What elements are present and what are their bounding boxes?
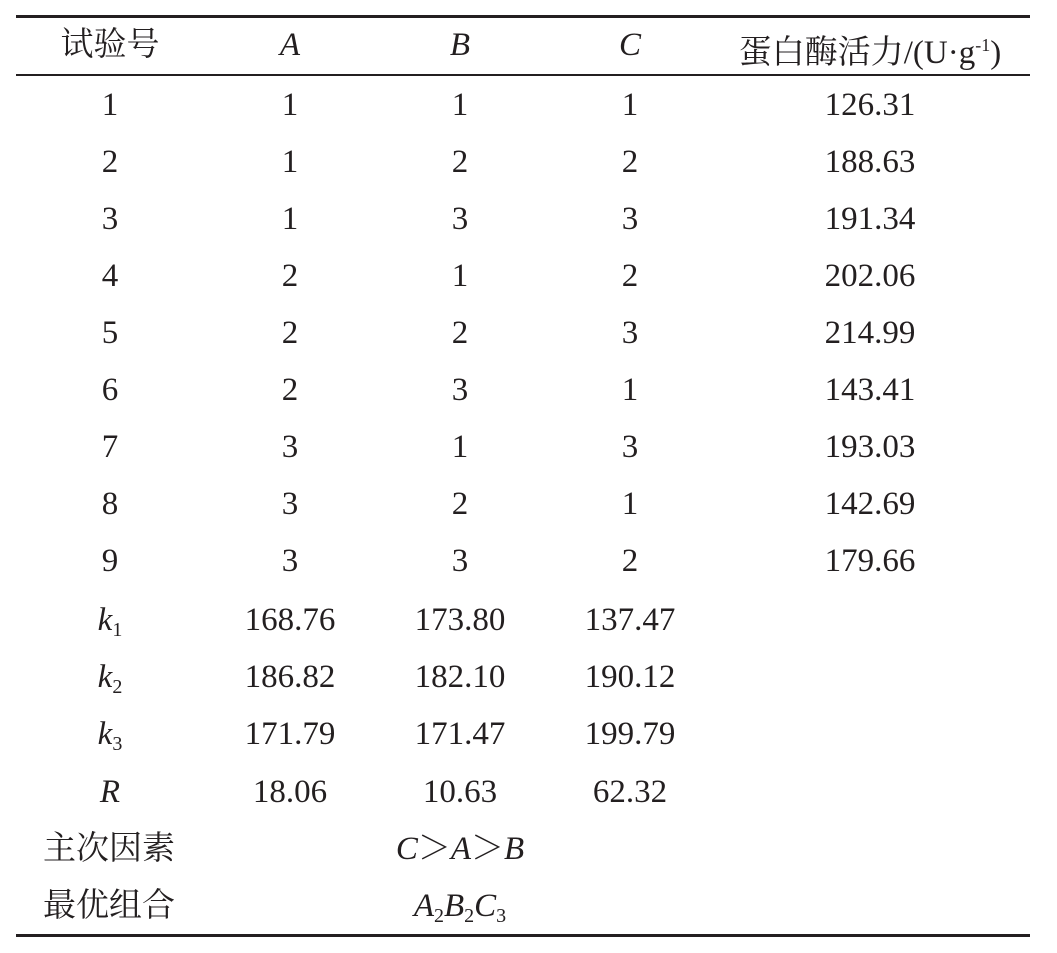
cell-trial-no: 4 bbox=[101, 258, 119, 294]
cell-trial-no: 9 bbox=[101, 543, 119, 579]
cell-activity: 202.06 bbox=[824, 258, 916, 294]
k-subscript: 3 bbox=[112, 733, 123, 755]
cell-activity: 188.63 bbox=[824, 144, 916, 180]
combo-c: C bbox=[474, 888, 497, 924]
k-value-b: 171.47 bbox=[414, 716, 506, 752]
cell-c: 2 bbox=[621, 543, 639, 579]
k-symbol bbox=[20, 592, 200, 649]
greater-than-symbol: ＞ bbox=[417, 831, 451, 867]
cell-b: 3 bbox=[451, 543, 469, 579]
k-value-c: 137.47 bbox=[584, 602, 676, 638]
k-letter: k bbox=[97, 659, 113, 695]
cell-b: 1 bbox=[451, 429, 469, 465]
cell-activity: 142.69 bbox=[824, 486, 916, 522]
optimal-combo-value bbox=[370, 878, 550, 935]
cell-a: 1 bbox=[281, 87, 299, 123]
cell-b: 3 bbox=[451, 201, 469, 237]
combo-c-sub: 3 bbox=[496, 905, 507, 927]
k-symbol bbox=[20, 706, 200, 763]
k-value-b: 182.10 bbox=[414, 659, 506, 695]
k-value-a: 171.79 bbox=[244, 716, 336, 752]
header-trial-no: 试验号 bbox=[60, 27, 160, 63]
cell-a: 3 bbox=[281, 486, 299, 522]
cell-trial-no: 1 bbox=[101, 87, 119, 123]
combo-b-sub: 2 bbox=[464, 905, 475, 927]
header-protease-activity bbox=[730, 17, 1010, 74]
greater-than-symbol: ＞ bbox=[471, 831, 504, 867]
cell-activity: 191.34 bbox=[824, 201, 916, 237]
k-symbol bbox=[20, 649, 200, 706]
header-rule bbox=[16, 74, 1030, 76]
k-value-c: 199.79 bbox=[584, 716, 676, 752]
cell-activity: 214.99 bbox=[824, 315, 916, 351]
cell-b: 3 bbox=[451, 372, 469, 408]
k-subscript: 2 bbox=[112, 676, 123, 698]
cell-trial-no: 8 bbox=[101, 486, 119, 522]
cell-a: 3 bbox=[281, 543, 299, 579]
cell-trial-no: 2 bbox=[101, 144, 119, 180]
cell-b: 2 bbox=[451, 486, 469, 522]
cell-trial-no: 7 bbox=[101, 429, 119, 465]
cell-trial-no: 5 bbox=[101, 315, 119, 351]
k-value-b: 173.80 bbox=[414, 602, 506, 638]
cell-a: 3 bbox=[281, 429, 299, 465]
r-value-a: 18.06 bbox=[252, 774, 328, 810]
cell-c: 1 bbox=[621, 372, 639, 408]
cell-trial-no: 6 bbox=[101, 372, 119, 408]
cell-c: 1 bbox=[621, 486, 639, 522]
cell-activity: 179.66 bbox=[824, 543, 916, 579]
header-protease-activity-text: 蛋白酶活力/(U·g bbox=[738, 35, 976, 71]
r-value-c: 62.32 bbox=[592, 774, 668, 810]
cell-b: 2 bbox=[451, 315, 469, 351]
cell-c: 3 bbox=[621, 315, 639, 351]
cell-c: 2 bbox=[621, 144, 639, 180]
k-value-a: 186.82 bbox=[244, 659, 336, 695]
cell-activity: 126.31 bbox=[824, 87, 916, 123]
combo-b: B bbox=[443, 888, 465, 924]
cell-trial-no: 3 bbox=[101, 201, 119, 237]
cell-c: 3 bbox=[621, 201, 639, 237]
cell-a: 2 bbox=[281, 315, 299, 351]
header-unit-close: ) bbox=[990, 35, 1002, 71]
cell-a: 2 bbox=[281, 372, 299, 408]
k-letter: k bbox=[97, 716, 113, 752]
primary-factors-label: 主次因素 bbox=[43, 831, 175, 867]
primary-factors-value bbox=[370, 821, 550, 878]
cell-c: 1 bbox=[621, 87, 639, 123]
combo-a: A bbox=[413, 888, 434, 924]
k-value-a: 168.76 bbox=[244, 602, 336, 638]
header-factor-a: A bbox=[279, 27, 301, 63]
k-value-c: 190.12 bbox=[584, 659, 676, 695]
factor-a: A bbox=[450, 831, 471, 867]
cell-activity: 193.03 bbox=[824, 429, 916, 465]
k-letter: k bbox=[97, 602, 113, 638]
cell-a: 1 bbox=[281, 144, 299, 180]
r-value-b: 10.63 bbox=[422, 774, 498, 810]
combo-a-sub: 2 bbox=[433, 905, 444, 927]
header-factor-b: B bbox=[449, 27, 471, 63]
cell-a: 1 bbox=[281, 201, 299, 237]
cell-b: 1 bbox=[451, 258, 469, 294]
r-symbol: R bbox=[99, 774, 121, 810]
cell-activity: 143.41 bbox=[824, 372, 916, 408]
cell-b: 1 bbox=[451, 87, 469, 123]
cell-c: 3 bbox=[621, 429, 639, 465]
cell-c: 2 bbox=[621, 258, 639, 294]
optimal-combo-label: 最优组合 bbox=[43, 888, 175, 924]
factor-c: C bbox=[395, 831, 418, 867]
k-subscript: 1 bbox=[112, 619, 123, 641]
header-unit-exponent: -1 bbox=[975, 35, 991, 55]
header-factor-c: C bbox=[618, 27, 641, 63]
cell-a: 2 bbox=[281, 258, 299, 294]
cell-b: 2 bbox=[451, 144, 469, 180]
factor-b: B bbox=[504, 831, 525, 867]
